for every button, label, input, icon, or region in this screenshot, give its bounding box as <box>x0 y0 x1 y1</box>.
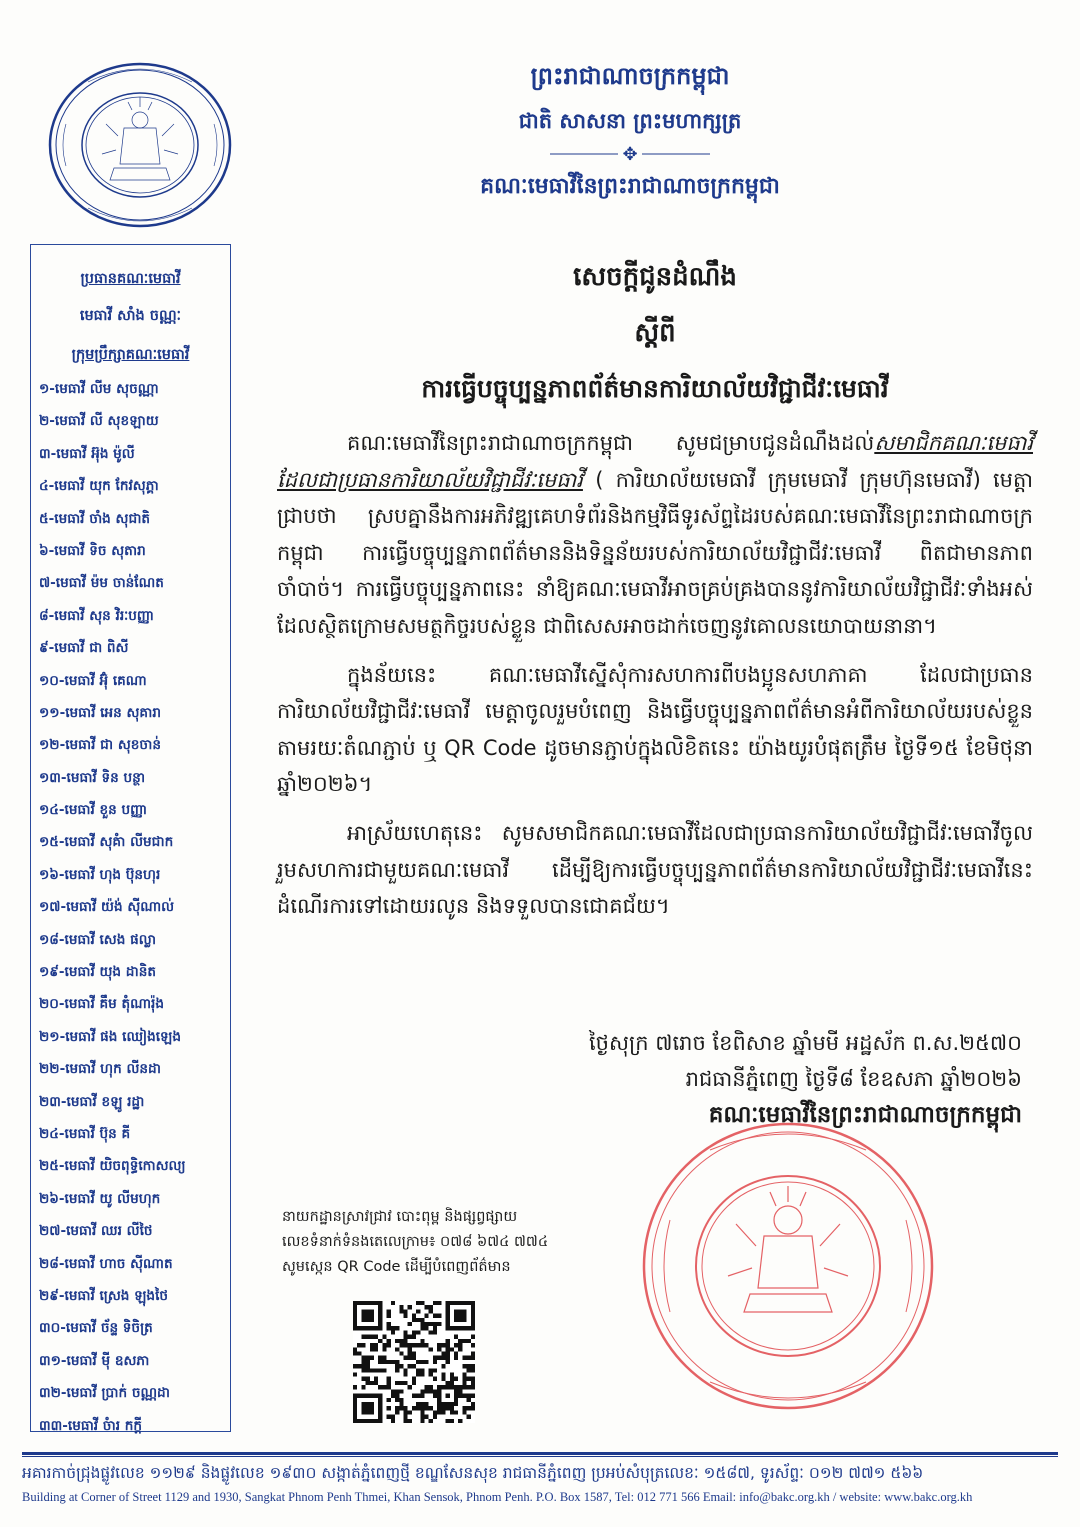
council-member: ១-មេធាវី លីម សុចណ្ណា <box>39 381 159 397</box>
council-member: ១៦-មេធាវី ហុង ប៊ុនហុរ <box>39 866 161 883</box>
council-member: ២១-មេធាវី ផង ឈៀងឡេង <box>39 1028 181 1045</box>
solar-date: រាជធានីភ្នំពេញ ថ្ងៃទី៨ ខែឧសភា ឆ្នាំ២០២៦ <box>685 1067 1022 1091</box>
council-member: ១៩-មេធាវី យុង ដានិត <box>39 964 156 981</box>
council-member: ១៥-មេធាវី សុគំា លីមជាក <box>39 834 174 851</box>
council-member: ២៥-មេធាវី យិចពុទ្ធិកោសល្យ <box>39 1158 186 1175</box>
council-member: ២៦-មេធាវី យូ លីមហុក <box>39 1190 161 1207</box>
body-paragraph-2: ក្នុងន័យនេះ គណៈមេធាវីស្នើសុំការសហការពីបងប្អូនសហភាគា ដែលជាប្រធានការិយាល័យវិជ្ជាជីវៈមេធាវី មេត្តាចូលរួមបំពេញ និងធ្វើបច្ចុប្បន្នភាពព័ត៌មានអំពីការិយាល័យរបស់ខ្លួន តាមរយៈតំណភ្ជាប់ ឬ QR Code ដូចមានភ្ជាប់ក្នុងលិខិតនេះ យ៉ាងយូរបំផុតត្រឹម ថ្ងៃទី១៥ ខែមិថុនា ឆ្នាំ២០២៦។ <box>277 662 1033 797</box>
notice-title <box>275 260 1035 406</box>
council-member: ១០-មេធាវី អ៊ុំ គេណា <box>39 672 147 689</box>
council-member: ២៨-មេធាវី ហាច ស៊ីណាត <box>39 1255 173 1272</box>
body-p1-recipients: សមាជិកគណៈមេធាវី ដែលជាប្រធានការិយាល័យវិជ្ជាជីវៈមេធាវី <box>277 431 1033 492</box>
council-member: ២០-មេធាវី គឹម តុំណារ៉ុង <box>39 996 164 1013</box>
lunar-date: ថ្ងៃសុក្រ ៧រោច ខែពិសាខ ឆ្នាំមមី អដ្ឋស័ក ព.ស.២៥៧០ <box>589 1031 1022 1055</box>
body-paragraph-1 <box>277 425 1033 645</box>
council-member: ១៨-មេធាវី សេង ផល្លា <box>39 931 156 948</box>
council-member: ២៣-មេធាវី ខឡូ រដ្ឋា <box>39 1093 145 1110</box>
council-member-list <box>31 373 230 1442</box>
signature-organization: គណៈមេធាវីនៃព្រះរាជាណាចក្រកម្ពុជា <box>708 1102 1022 1128</box>
footer-divider-thin <box>22 1456 1058 1457</box>
qr-code[interactable] <box>353 1300 475 1424</box>
contact-info <box>282 1205 548 1280</box>
title-subject: ការធ្វើបច្ចុប្បន្នភាពព័ត៌មានការិយាល័យវិជ្ជាជីវៈមេធាវី <box>421 374 889 403</box>
council-member: ៧-មេធាវី ម៉ម ចាន់ណែត <box>39 575 164 592</box>
title-about: ស្តីពី <box>634 318 676 348</box>
body-p1-intro: គណៈមេធាវីនៃព្រះរាជាណាចក្រកម្ពុជា សូមជម្រាបជូនដំណឹងដល់ <box>347 431 875 455</box>
bar-association-seal <box>48 62 232 228</box>
footer-address-english: Building at Corner of Street 1129 and 1930, Sangkat Phnom Penh Thmei, Khan Sensok, Phnom Penh. P.O. Box 1587, Tel: 012 771 566 Email: info@bakc.org.kh / website: www.bakc.org.kh <box>22 1490 973 1504</box>
national-motto: ជាតិ សាសនា ព្រះមហាក្សត្រ <box>518 109 742 133</box>
council-member: ១៤-មេធាវី ខួន បញ្ញា <box>39 802 148 819</box>
council-member: ៩-មេធាវី ជា ពិសី <box>39 640 129 657</box>
footer-address-khmer: អគារកាច់ជ្រុងផ្លូវលេខ ១១២៩ និងផ្លូវលេខ ១៩៣០ សង្កាត់ភ្នំពេញថ្មី ខណ្ឌសែនសុខ រាជធានីភ្នំពេញ ប្រអប់សំបុត្រលេខៈ ១៥៨៧, ទូរស័ព្ទៈ ០១២ ៧៧១ ៥៦៦ <box>22 1464 924 1482</box>
council-member: ៣២-មេធាវី ប្រាក់ ចណ្ណដា <box>39 1385 170 1402</box>
president-name: មេធាវី សាំង ចណ្ណៈ <box>79 308 182 324</box>
date-signature-block <box>589 1025 1022 1133</box>
contact-department: នាយកដ្ឋានស្រាវជ្រាវ បោះពុម្ព និងផ្សព្វផ្សាយ <box>282 1209 518 1225</box>
council-member: ៣០-មេធាវី ច័ន្ទ ទិចិត្រ <box>39 1320 153 1337</box>
council-member: ៥-មេធាវី ចាំង សុជាតិ <box>39 510 151 527</box>
council-member: ៤-មេធាវី យុក កែវសុភ្គា <box>39 478 159 495</box>
letterhead <box>420 60 840 202</box>
council-member: ៣៣-មេធាវី ចំារ កក្តី <box>39 1417 143 1434</box>
president-heading: ប្រធានគណៈមេធាវី <box>80 271 181 287</box>
council-member: ២២-មេធាវី ហុក លីនដា <box>39 1061 161 1078</box>
council-member: ២៤-មេធាវី ប៊ុន គី <box>39 1125 131 1142</box>
council-member: ២៩-មេធាវី ស្រេង ឡុងថៃ <box>39 1287 169 1304</box>
council-member: ២៧-មេធាវី ឈរ លីថៃ <box>39 1223 153 1240</box>
council-member: ៦-មេធាវី ទិច សុតារា <box>39 542 146 559</box>
council-member: ១២-មេធាវី ជា សុខចាន់ <box>39 737 161 754</box>
kingdom-heading: ព្រះរាជាណាចក្រកម្ពុជា <box>530 62 730 90</box>
council-member: ៣១-មេធាវី មុី ឧសភា <box>39 1352 150 1369</box>
footer-divider <box>22 1452 1058 1455</box>
council-sidebar <box>30 244 231 1432</box>
ornament-icon: ✥ <box>622 144 638 164</box>
council-member: ៨-មេធាវី សុន វិរៈបញ្ញា <box>39 607 154 624</box>
council-member: ១១-មេធាវី អេន សុគារា <box>39 704 161 721</box>
council-member: ១៣-មេធាវី ទិន បន្ថា <box>39 769 146 786</box>
contact-telegram: លេខទំនាក់ទំនងតេលេក្រាម៖ ០៧៨ ៦៧៤ ៧៧៤ <box>282 1234 549 1250</box>
council-member: ៣-មេធាវី អ៊ុង ម៉ូលី <box>39 445 135 462</box>
council-heading: ក្រុមប្រឹក្សាគណៈមេធាវី <box>71 347 190 363</box>
contact-qr-instruction: សូមស្កេន QR Code ដើម្បីបំពេញព័ត៌មាន <box>282 1259 511 1275</box>
notice-body <box>277 425 1033 937</box>
title-notice: សេចក្តីជូនដំណឹង <box>573 262 737 292</box>
body-paragraph-3: អាស្រ័យហេតុនេះ សូមសមាជិកគណៈមេធាវីដែលជាប្រធានការិយាល័យវិជ្ជាជីវៈមេធាវីចូលរួមសហការជាមួយគណៈមេធាវី ដើម្បីឱ្យការធ្វើបច្ចុប្បន្នភាពព័ត៌មានការិយាល័យវិជ្ជាជីវៈមេធាវីនេះ ដំណើរការទៅដោយរលូន និងទទួលបានជោគជ័យ។ <box>277 820 1033 919</box>
ornament-divider <box>420 144 840 164</box>
council-member: ១៧-មេធាវី យ៉ង់ ស៊ីណាល់ <box>39 899 175 916</box>
council-member: ២-មេធាវី លី សុខឡាយ <box>39 413 159 430</box>
body-p1-rest: ( ការិយាល័យមេធាវី ក្រុមមេធាវី ក្រុមហ៊ុនមេធាវី) មេត្តាជ្រាបថា ស្របគ្នានឹងការអភិវឌ្ឍគេហទំព័រនិងកម្មវិធីទូរស័ព្ទដៃរបស់គណៈមេធាវីនៃព្រះរាជាណាចក្រកម្ពុជា ការធ្វើបច្ចុប្បន្នភាពព័ត៌មាននិងទិន្នន័យរបស់ការិយាល័យវិជ្ជាជីវៈមេធាវី ពិតជាមានភាពចាំបាច់។ ការធ្វើបច្ចុប្បន្នភាពនេះ នាំឱ្យគណៈមេធាវីអាចគ្រប់គ្រងបាននូវការិយាល័យវិជ្ជាជីវៈទាំងអស់ដែលស្ថិតក្រោមសមត្ថកិច្ចរបស់ខ្លួន ជាពិសេសអាចដាក់ចេញនូវគោលនយោបាយនានា។ <box>277 467 1033 638</box>
official-red-stamp <box>640 1120 936 1412</box>
organization-heading: គណៈមេធាវីនៃព្រះរាជាណាចក្រកម្ពុជា <box>480 174 780 199</box>
